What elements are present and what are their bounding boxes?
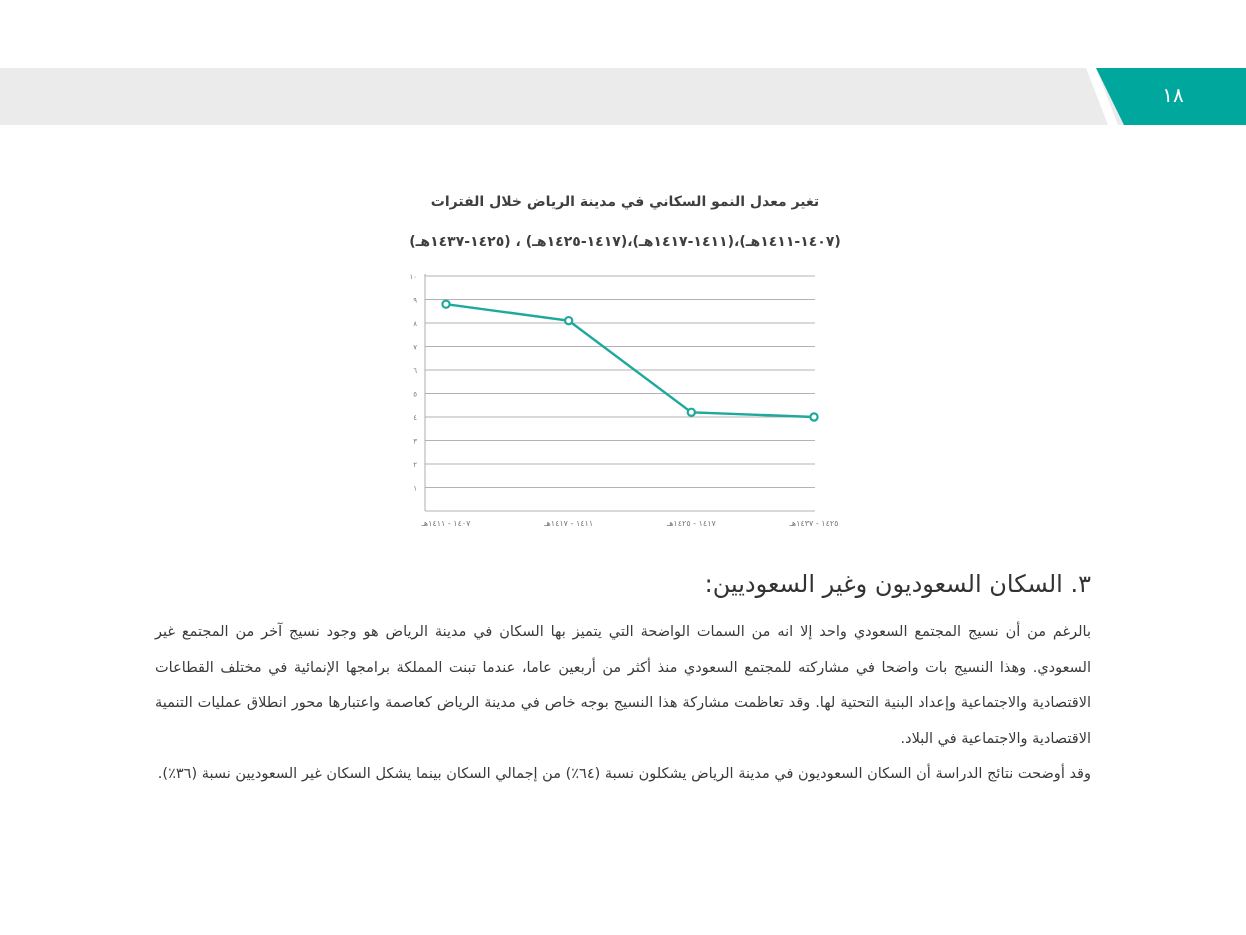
header-band [0, 68, 1246, 125]
line-chart [390, 264, 860, 539]
y-tick-label: ٨ [413, 320, 417, 328]
section-body [155, 615, 1091, 793]
x-tick-label: ١٤٢٥ - ١٤٣٧هـ [789, 519, 839, 528]
y-tick-label: ١٠ [409, 273, 417, 281]
y-tick-label: ٢ [413, 461, 417, 469]
paragraph: وقد أوضحت نتائج الدراسة أن السكان السعوديون في مدينة الرياض يشكلون نسبة (٦٤٪) من إجمالي السكان بينما يشكل السكان غير السعوديين نسبة (٣٦٪). [157, 766, 1091, 782]
section-heading: ٣. السكان السعوديون وغير السعوديين: [704, 570, 1091, 598]
data-point [442, 301, 449, 308]
x-tick-label: ١٤١٧ - ١٤٢٥هـ [666, 519, 716, 528]
x-tick-label: ١٤١١ - ١٤١٧هـ [544, 519, 594, 528]
chart-title: تغير معدل النمو السكاني في مدينة الرياض خلال الفترات [430, 194, 820, 210]
y-tick-label: ٥ [413, 390, 417, 399]
chart-subtitle: (١٤٠٧-١٤١١هـ)،(١٤١١-١٤١٧هـ)،(١٤١٧-١٤٢٥هـ) ، (١٤٢٥-١٤٣٧هـ) [409, 234, 841, 250]
page-number: ١٨ [1162, 83, 1184, 107]
paragraph: بالرغم من أن نسيج المجتمع السعودي واحد إلا انه من السمات الواضحة التي يتميز بها السكان في مدينة الرياض هو وجود نسيج آخر من المجتمع غير السعودي. وهذا النسيج بات واضحا في مشاركته للمجتمع السعودي منذ أكثر من أربعين عاما، عندما تبنت المملكة برامجها الإنمائية في مختلف القطاعات الاقتصادية والاجتماعية وإعداد البنية التحتية لها. وقد تعاظمت مشاركة هذا النسيج بوجه خاص في مدينة الرياض كعاصمة واعتبارها محور انطلاق عمليات التنمية الاقتصادية والاجتماعية في البلاد. [155, 624, 1091, 747]
data-point [688, 409, 695, 416]
y-tick-label: ٦ [413, 367, 417, 375]
x-tick-label: ١٤٠٧ - ١٤١١هـ [421, 519, 471, 528]
y-tick-label: ٩ [413, 296, 417, 305]
data-point [810, 413, 817, 420]
data-point [565, 317, 572, 324]
y-tick-label: ٧ [413, 343, 417, 352]
y-tick-label: ١ [413, 484, 417, 493]
series-line [446, 304, 814, 417]
y-tick-label: ٣ [413, 437, 417, 446]
y-tick-label: ٤ [413, 414, 417, 422]
